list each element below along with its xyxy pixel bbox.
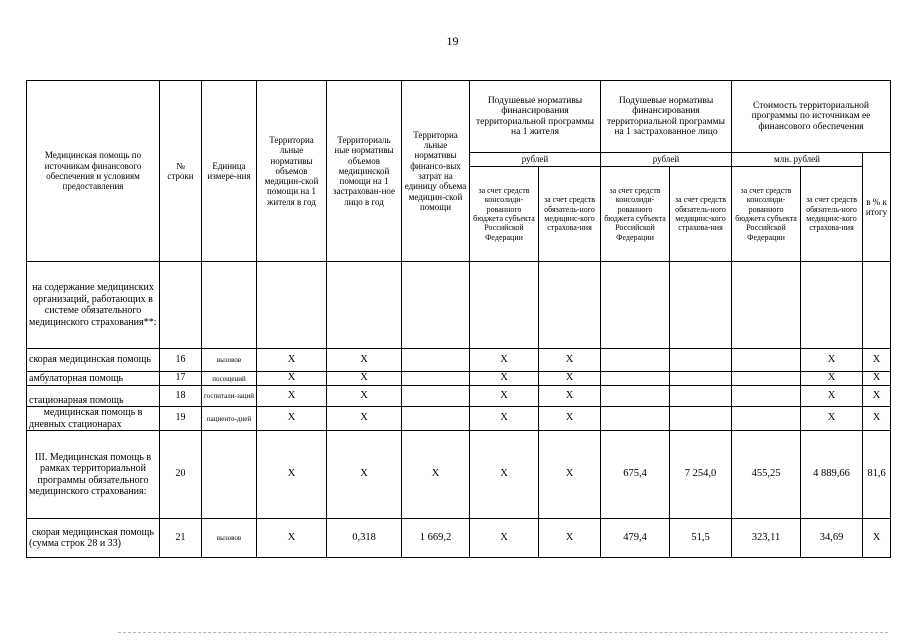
table-row bbox=[27, 431, 891, 519]
cell: 675,4 bbox=[601, 431, 670, 519]
cell: X bbox=[539, 349, 601, 372]
header-percent: в % к итогу bbox=[863, 153, 891, 262]
header-sub-budget: за счет средств консолиди-рованного бюджета субъекта Российской Федерации bbox=[470, 167, 539, 262]
cell: X bbox=[801, 407, 863, 431]
row-number bbox=[160, 262, 202, 349]
table-row bbox=[27, 386, 891, 407]
header-sub-oms: за счет средств обязатель-ного медицинс-кого страхова-ния bbox=[801, 167, 863, 262]
table-row bbox=[27, 349, 891, 372]
cell bbox=[601, 372, 670, 386]
cell: 51,5 bbox=[670, 519, 732, 558]
header-sub-budget: за счет средств консолиди-рованного бюджета субъекта Российской Федерации bbox=[601, 167, 670, 262]
header-unit-rub-2: рублей bbox=[601, 153, 732, 167]
cell: X bbox=[863, 386, 891, 407]
header-norm-cost: Территориа льные нормативы финансо-вых затрат на единицу объема медицин-ской помощи bbox=[402, 81, 470, 262]
row-number: 19 bbox=[160, 407, 202, 431]
cell: X bbox=[327, 372, 402, 386]
cell: X bbox=[470, 372, 539, 386]
cell: X bbox=[470, 519, 539, 558]
cell: X bbox=[327, 349, 402, 372]
cell: 34,69 bbox=[801, 519, 863, 558]
cell bbox=[670, 372, 732, 386]
cell bbox=[470, 262, 539, 349]
cell: 4 889,66 bbox=[801, 431, 863, 519]
cell: X bbox=[863, 407, 891, 431]
header-row-number: № строки bbox=[160, 81, 202, 262]
row-name: стационарная помощь bbox=[27, 386, 160, 407]
financing-table bbox=[26, 80, 891, 558]
table-row bbox=[27, 519, 891, 558]
cell: X bbox=[327, 407, 402, 431]
cell: X bbox=[257, 407, 327, 431]
header-per-insured: Подушевые нормативы финансирования территориальной программы на 1 застрахованное лицо bbox=[601, 81, 732, 153]
header-norm-insured: Территориаль ные нормативы объемов медицинской помощи на 1 застрахован-ное лицо в год bbox=[327, 81, 402, 262]
row-unit: пациенто-дней bbox=[202, 407, 257, 431]
cell bbox=[670, 349, 732, 372]
cell: X bbox=[863, 372, 891, 386]
cell: 455,25 bbox=[732, 431, 801, 519]
cell bbox=[539, 262, 601, 349]
cell bbox=[402, 386, 470, 407]
header-unit: Единица измере-ния bbox=[202, 81, 257, 262]
cell: 1 669,2 bbox=[402, 519, 470, 558]
page-number: 19 bbox=[446, 34, 459, 48]
table-row bbox=[27, 372, 891, 386]
cell: X bbox=[539, 519, 601, 558]
cell: X bbox=[801, 372, 863, 386]
cell bbox=[601, 349, 670, 372]
cell bbox=[257, 262, 327, 349]
cell: X bbox=[863, 519, 891, 558]
page-edge-artifact bbox=[118, 632, 888, 633]
row-number: 20 bbox=[160, 431, 202, 519]
header-unit-mln: млн. рублей bbox=[732, 153, 863, 167]
row-name: III. Медицинская помощь в рамках территориальной программы обязательного медицинского страхования: bbox=[27, 431, 160, 519]
cell bbox=[402, 349, 470, 372]
header-norm-volume: Территориа льные нормативы объемов медицин-ской помощи на 1 жителя в год bbox=[257, 81, 327, 262]
row-unit: посещений bbox=[202, 372, 257, 386]
row-name: на содержание медицинских организаций, работающих в системе обязательного медицинского страхования**: bbox=[27, 262, 160, 349]
row-unit bbox=[202, 431, 257, 519]
cell: X bbox=[863, 349, 891, 372]
cell: 479,4 bbox=[601, 519, 670, 558]
row-unit: госпитали-заций bbox=[202, 386, 257, 407]
row-name: скорая медицинская помощь (сумма строк 28 и 33) bbox=[27, 519, 160, 558]
cell bbox=[601, 386, 670, 407]
header-sub-oms: за счет средств обязатель-ного медицинс-кого страхова-ния bbox=[670, 167, 732, 262]
cell bbox=[732, 407, 801, 431]
cell: 323,11 bbox=[732, 519, 801, 558]
cell: X bbox=[539, 407, 601, 431]
cell bbox=[601, 407, 670, 431]
header-sub-oms: за счет средств обязатель-ного медицинс-кого страхова-ния bbox=[539, 167, 601, 262]
cell bbox=[732, 262, 801, 349]
cell bbox=[670, 407, 732, 431]
row-name: медицинская помощь в дневных стационарах bbox=[27, 407, 160, 431]
cell: X bbox=[470, 431, 539, 519]
cell: X bbox=[539, 431, 601, 519]
cell bbox=[732, 372, 801, 386]
row-number: 17 bbox=[160, 372, 202, 386]
cell bbox=[801, 262, 863, 349]
cell bbox=[863, 262, 891, 349]
cell: X bbox=[257, 372, 327, 386]
header-name: Медицинская помощь по источникам финансового обеспечения и условиям предоставления bbox=[27, 81, 160, 262]
cell: X bbox=[327, 386, 402, 407]
cell: 81,6 bbox=[863, 431, 891, 519]
cell: X bbox=[327, 431, 402, 519]
cell: X bbox=[470, 386, 539, 407]
cell bbox=[402, 407, 470, 431]
cell: X bbox=[257, 519, 327, 558]
table-row bbox=[27, 407, 891, 431]
row-number: 21 bbox=[160, 519, 202, 558]
row-unit: вызовов bbox=[202, 349, 257, 372]
row-name: скорая медицинская помощь bbox=[27, 349, 160, 372]
row-name: амбулаторная помощь bbox=[27, 372, 160, 386]
table-row bbox=[27, 262, 891, 349]
row-number: 18 bbox=[160, 386, 202, 407]
header-per-capita: Подушевые нормативы финансирования территориальной программы на 1 жителя bbox=[470, 81, 601, 153]
cell: X bbox=[470, 349, 539, 372]
cell: X bbox=[402, 431, 470, 519]
cell bbox=[402, 372, 470, 386]
row-unit bbox=[202, 262, 257, 349]
cell bbox=[327, 262, 402, 349]
cell: X bbox=[257, 349, 327, 372]
cell bbox=[670, 262, 732, 349]
cell: X bbox=[539, 386, 601, 407]
cell bbox=[601, 262, 670, 349]
row-unit: вызовов bbox=[202, 519, 257, 558]
cell: 0,318 bbox=[327, 519, 402, 558]
cell: X bbox=[257, 386, 327, 407]
row-number: 16 bbox=[160, 349, 202, 372]
cell bbox=[670, 386, 732, 407]
cell: X bbox=[470, 407, 539, 431]
cell: 7 254,0 bbox=[670, 431, 732, 519]
cell bbox=[732, 386, 801, 407]
cell: X bbox=[801, 349, 863, 372]
cell: X bbox=[539, 372, 601, 386]
cell bbox=[402, 262, 470, 349]
cell bbox=[732, 349, 801, 372]
header-sub-budget: за счет средств консолиди-рованного бюджета субъекта Российской Федерации bbox=[732, 167, 801, 262]
cell: X bbox=[257, 431, 327, 519]
header-program-cost: Стоимость территориальной программы по источникам ее финансового обеспечения bbox=[732, 81, 891, 153]
cell: X bbox=[801, 386, 863, 407]
header-unit-rub-1: рублей bbox=[470, 153, 601, 167]
